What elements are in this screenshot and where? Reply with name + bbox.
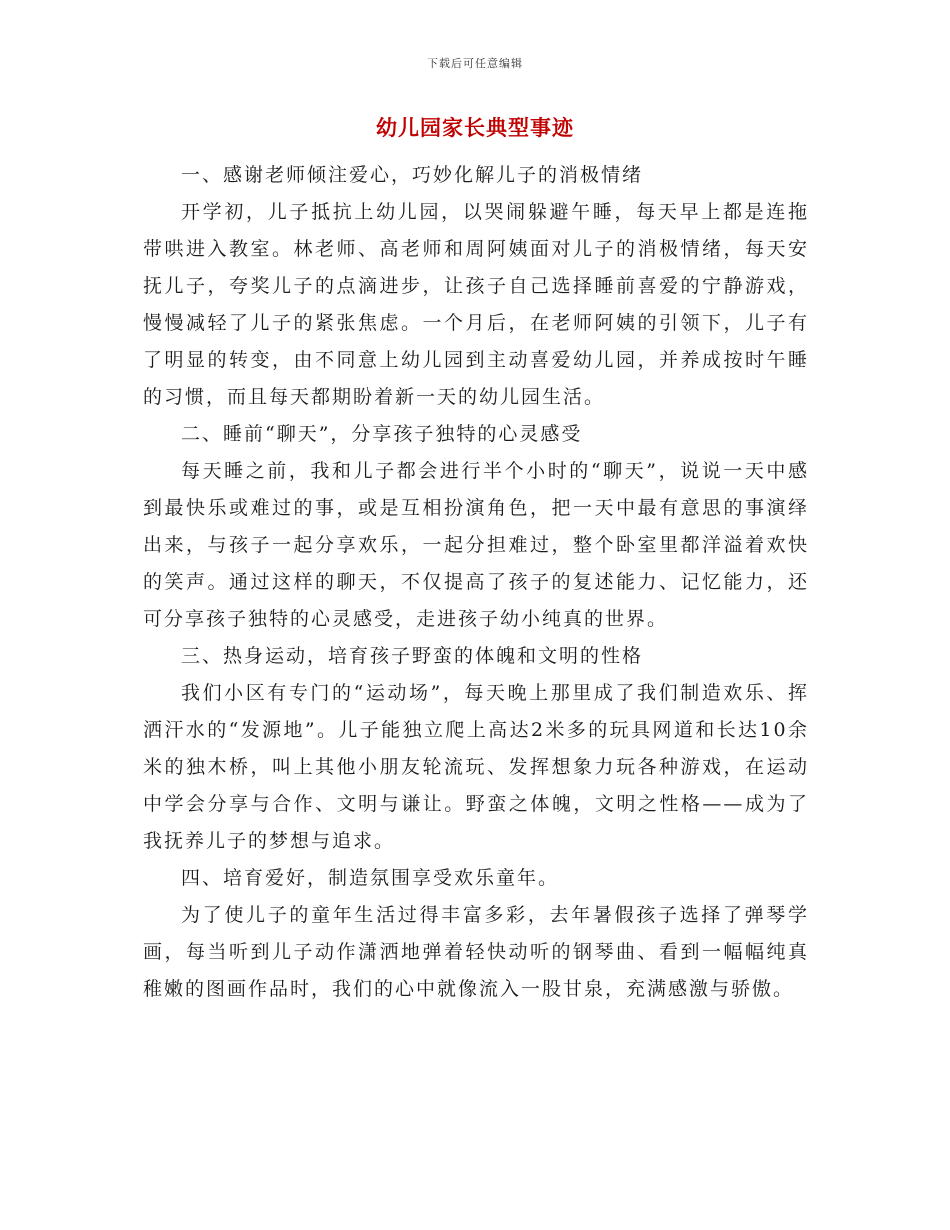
section-paragraph-3: 我们小区有专门的“运动场”，每天晚上那里成了我们制造欢乐、挥洒汗水的“发源地”。儿子能独立爬上高达2米多的玩具网道和长达10余米的独木桥，叫上其他小朋友轮流玩、发挥想象力玩各种游戏，在运动中学会分享与合作、文明与谦让。野蛮之体魄，文明之性格——成为了我抚养儿子的梦想与追求。 (143, 682, 809, 852)
section-heading-1: 一、感谢老师倾注爱心，巧妙化解儿子的消极情绪 (181, 164, 644, 186)
document-title: 幼儿园家长典型事迹 (376, 115, 574, 140)
section-heading-4: 四、培育爱好，制造氛围享受欢乐童年。 (181, 867, 560, 889)
section-heading-3: 三、热身运动，培育孩子野蛮的体魄和文明的性格 (181, 645, 644, 667)
header-note: 下载后可任意编辑 (427, 57, 523, 70)
section-paragraph-2: 每天睡之前，我和儿子都会进行半个小时的“聊天”，说说一天中感到最快乐或难过的事，或是互相扮演角色，把一天中最有意思的事演绎出来，与孩子一起分享欢乐，一起分担难过，整个卧室里都洋溢着欢快的笑声。通过这样的聊天，不仅提高了孩子的复述能力、记忆能力，还可分享孩子独特的心灵感受，走进孩子幼小纯真的世界。 (143, 460, 809, 630)
section-heading-2: 二、睡前“聊天”，分享孩子独特的心灵感受 (181, 423, 583, 445)
section-paragraph-4: 为了使儿子的童年生活过得丰富多彩，去年暑假孩子选择了弹琴学画，每当听到儿子动作潇洒地弹着轻快动听的钢琴曲、看到一幅幅纯真稚嫩的图画作品时，我们的心中就像流入一股甘泉，充满感激与骄傲。 (143, 904, 809, 1000)
section-paragraph-1: 开学初，儿子抵抗上幼儿园，以哭闹躲避午睡，每天早上都是连拖带哄进入教室。林老师、高老师和周阿姨面对儿子的消极情绪，每天安抚儿子，夸奖儿子的点滴进步，让孩子自己选择睡前喜爱的宁静游戏，慢慢减轻了儿子的紧张焦虑。一个月后，在老师阿姨的引领下，儿子有了明显的转变，由不同意上幼儿园到主动喜爱幼儿园，并养成按时午睡的习惯，而且每天都期盼着新一天的幼儿园生活。 (143, 201, 809, 408)
document-body (143, 157, 809, 1008)
